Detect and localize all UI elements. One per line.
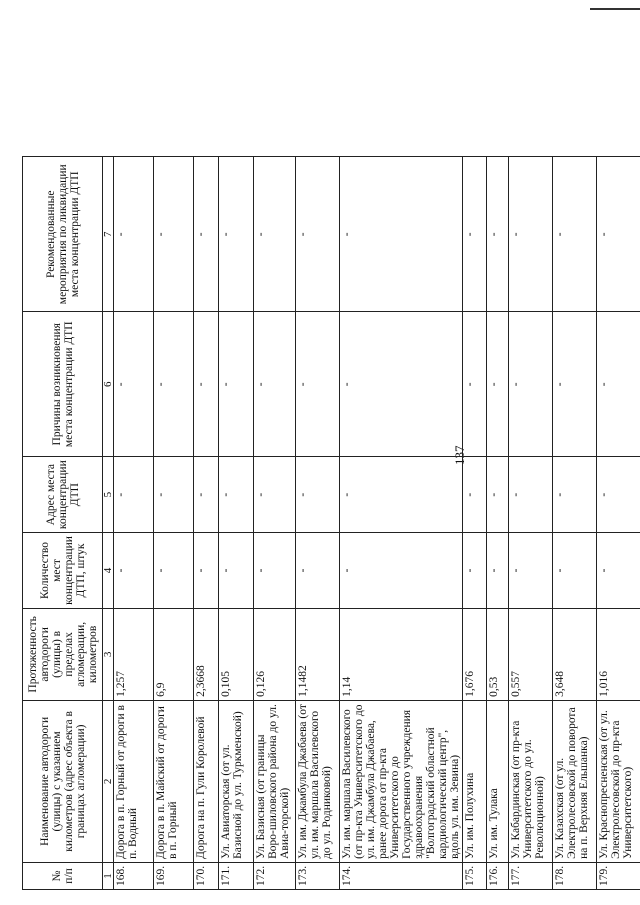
accident-count: -: [194, 533, 219, 609]
row-num: 171.: [219, 862, 254, 889]
accident-address: -: [194, 457, 219, 533]
header-name: Наименование автодороги (улицы) с указанием километров (адрес объекта в границах агломерации): [23, 700, 103, 862]
recommended-measures: -: [487, 157, 509, 312]
accident-cause: -: [154, 312, 194, 457]
table-row: [114, 157, 154, 890]
table-row: [296, 157, 340, 890]
accident-count: -: [487, 533, 509, 609]
header-address: Адрес места концентрации ДТП: [23, 457, 103, 533]
road-length: 1,14: [340, 608, 463, 700]
table-row: [553, 157, 597, 890]
recommended-measures: -: [509, 157, 553, 312]
header-cause: Причины возникновения места концентрации ДТП: [23, 312, 103, 457]
accident-count: -: [340, 533, 463, 609]
table-row: [194, 157, 219, 890]
colnum-2: 2: [103, 700, 114, 862]
accident-address: -: [463, 457, 487, 533]
accident-table: [22, 156, 640, 890]
road-name: Ул. Авиаторская (от ул. Базисной до ул. Туркменской): [219, 700, 254, 862]
accident-count: -: [254, 533, 296, 609]
row-num: 174.: [340, 862, 463, 889]
accident-address: -: [553, 457, 597, 533]
colnum-5: 5: [103, 457, 114, 533]
accident-cause: -: [553, 312, 597, 457]
road-length: 1,016: [597, 608, 640, 700]
recommended-measures: -: [194, 157, 219, 312]
accident-count: -: [296, 533, 340, 609]
colnum-7: 7: [103, 157, 114, 312]
accident-cause: -: [597, 312, 640, 457]
colnum-3: 3: [103, 608, 114, 700]
row-num: 175.: [463, 862, 487, 889]
column-number-row: [103, 157, 114, 890]
row-num: 170.: [194, 862, 219, 889]
road-length: 2,3668: [194, 608, 219, 700]
recommended-measures: -: [254, 157, 296, 312]
header-measures: Рекомендованные мероприятия по ликвидации места концентрации ДТП: [23, 157, 103, 312]
road-length: 0,105: [219, 608, 254, 700]
recommended-measures: -: [597, 157, 640, 312]
colnum-1: 1: [103, 862, 114, 889]
road-length: 1,1482: [296, 608, 340, 700]
road-length: 1,676: [463, 608, 487, 700]
accident-address: -: [296, 457, 340, 533]
accident-cause: -: [487, 312, 509, 457]
row-num: 168.: [114, 862, 154, 889]
recommended-measures: -: [114, 157, 154, 312]
accident-address: -: [219, 457, 254, 533]
road-length: 1,257: [114, 608, 154, 700]
accident-cause: -: [194, 312, 219, 457]
accident-cause: -: [509, 312, 553, 457]
row-num: 176.: [487, 862, 509, 889]
table-row: [597, 157, 640, 890]
road-name: Ул. им. Тулака: [487, 700, 509, 862]
road-length: 0,557: [509, 608, 553, 700]
road-name: Ул. Казахская (от ул. Электролесовской до поворота на п. Верхняя Ельшанка): [553, 700, 597, 862]
recommended-measures: -: [340, 157, 463, 312]
accident-count: -: [597, 533, 640, 609]
colnum-6: 6: [103, 312, 114, 457]
road-name: Ул. Базисная (от границы Воро-шиловского района до ул. Авиа-торской): [254, 700, 296, 862]
road-name: Дорога в п. Майский от дороги в п. Горный: [154, 700, 194, 862]
road-name: Дорога на п. Гули Королевой: [194, 700, 219, 862]
accident-count: -: [154, 533, 194, 609]
recommended-measures: -: [154, 157, 194, 312]
road-length: 6,9: [154, 608, 194, 700]
accident-count: -: [509, 533, 553, 609]
recommended-measures: -: [463, 157, 487, 312]
table-row: [487, 157, 509, 890]
row-num: 169.: [154, 862, 194, 889]
page-number: 137: [452, 445, 467, 465]
row-num: 179.: [597, 862, 640, 889]
road-length: 3,648: [553, 608, 597, 700]
header-row: [23, 157, 103, 890]
accident-cause: -: [219, 312, 254, 457]
accident-cause: -: [340, 312, 463, 457]
colnum-4: 4: [103, 533, 114, 609]
table-row: [219, 157, 254, 890]
accident-address: -: [254, 457, 296, 533]
header-num: № п/п: [23, 862, 103, 889]
table-row: [254, 157, 296, 890]
recommended-measures: -: [296, 157, 340, 312]
table-row: [463, 157, 487, 890]
road-length: 0,126: [254, 608, 296, 700]
table-row: [154, 157, 194, 890]
accident-cause: -: [296, 312, 340, 457]
road-name: Ул. им. маршала Василевского (от пр-кта Университетского до ул. им. Джамбула Джабаева, ранее дорога от пр-кта Университетского до Государственного учреждения здравоохранения "Волгоградский областной кардиологический центр", вдоль ул. им. Зевина): [340, 700, 463, 862]
table-row: [340, 157, 463, 890]
accident-count: -: [219, 533, 254, 609]
road-length: 0,53: [487, 608, 509, 700]
accident-count: -: [114, 533, 154, 609]
accident-address: -: [114, 457, 154, 533]
accident-cause: -: [114, 312, 154, 457]
accident-address: -: [487, 457, 509, 533]
row-num: 173.: [296, 862, 340, 889]
recommended-measures: -: [219, 157, 254, 312]
row-num: 178.: [553, 862, 597, 889]
header-count: Количество мест концентрации ДТП, штук: [23, 533, 103, 609]
row-num: 172.: [254, 862, 296, 889]
accident-cause: -: [254, 312, 296, 457]
road-name: Ул. им. Джамбула Джабаева (от ул. им. маршала Василевского до ул. Родниковой): [296, 700, 340, 862]
table-row: [509, 157, 553, 890]
accident-address: -: [509, 457, 553, 533]
recommended-measures: -: [553, 157, 597, 312]
accident-cause: -: [463, 312, 487, 457]
road-name: Ул. Кабардинская (от пр-кта Университетского до ул. Революционной): [509, 700, 553, 862]
road-name: Дорога в п. Горный от дороги в п. Водный: [114, 700, 154, 862]
accident-address: -: [340, 457, 463, 533]
row-num: 177.: [509, 862, 553, 889]
accident-count: -: [553, 533, 597, 609]
accident-count: -: [463, 533, 487, 609]
accident-address: -: [154, 457, 194, 533]
road-name: Ул. Краснопресненская (от ул. Электролесовской до пр-кта Университетского): [597, 700, 640, 862]
road-name: Ул. им. Полухина: [463, 700, 487, 862]
accident-address: -: [597, 457, 640, 533]
header-length: Протяженность автодороги (улицы) в пределах агломерации, километров: [23, 608, 103, 700]
